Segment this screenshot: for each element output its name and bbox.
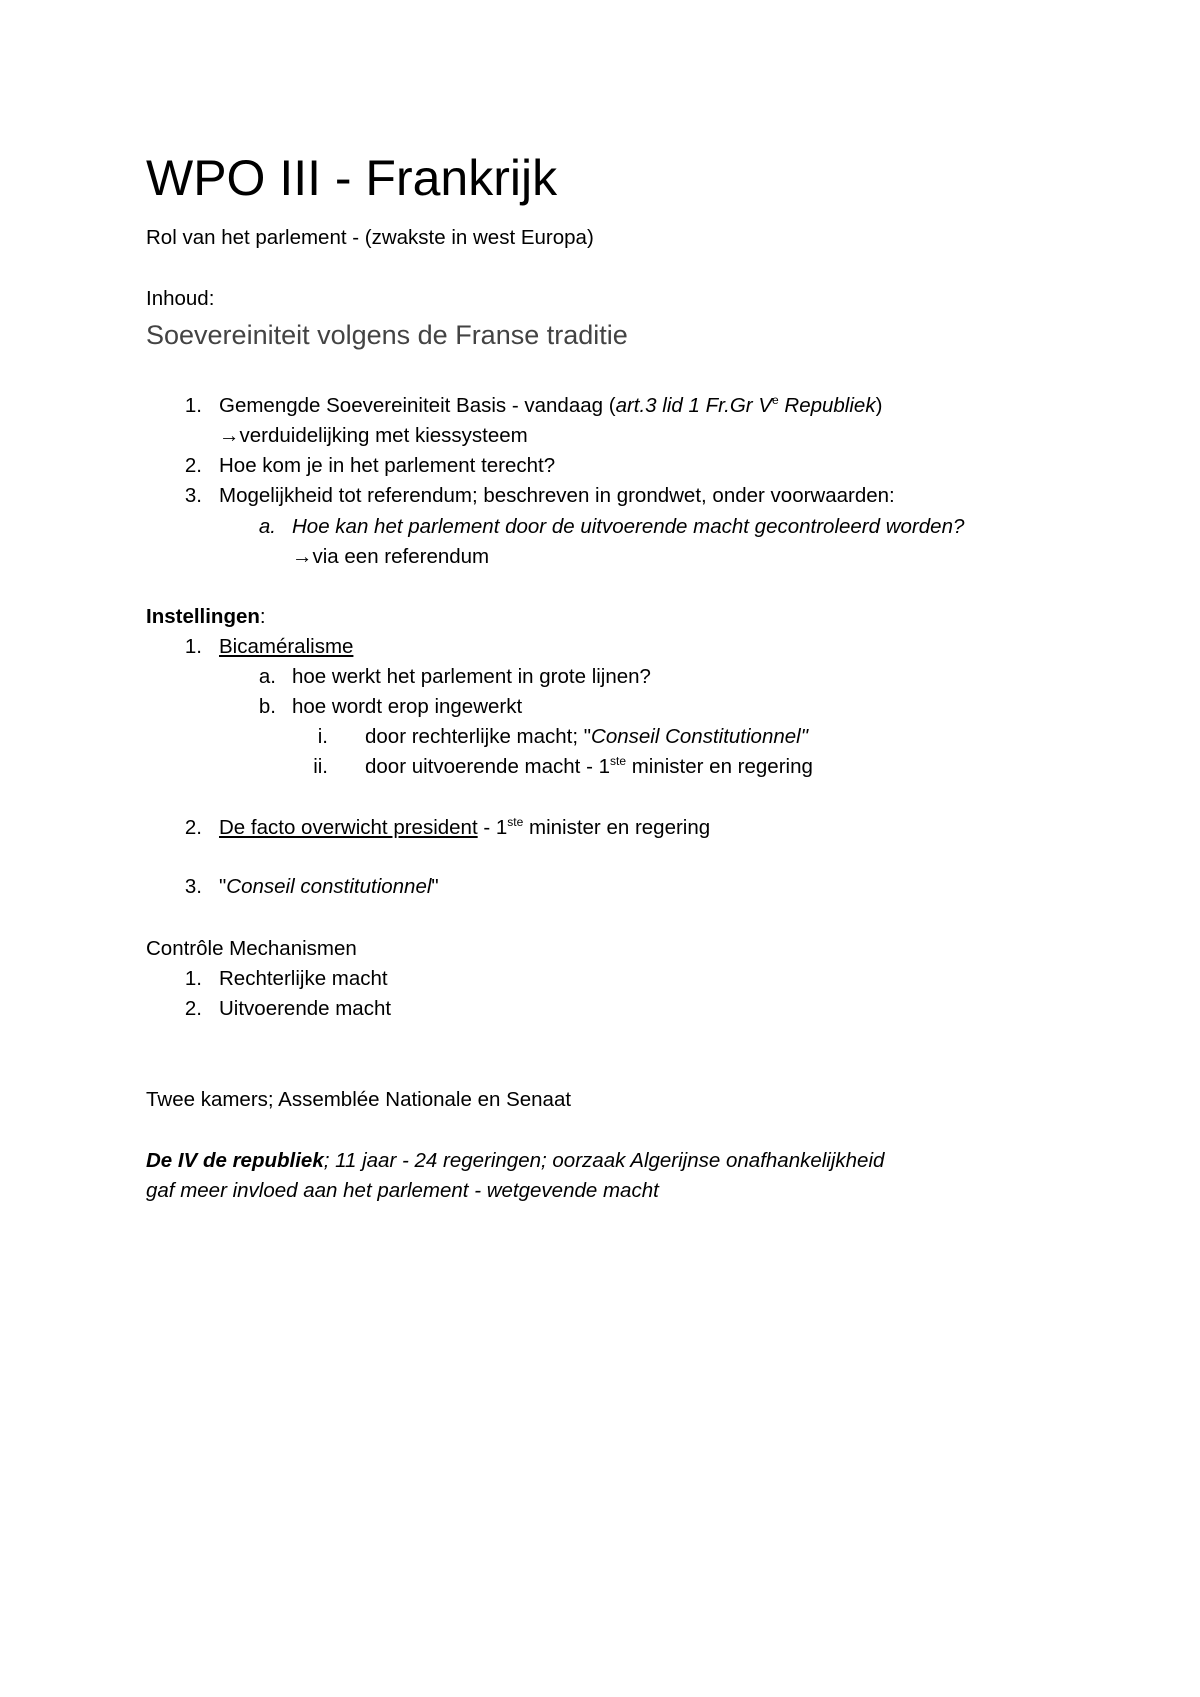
list-number: 1. (184, 394, 202, 417)
list-number: 2. (184, 816, 202, 839)
list-letter: b. (258, 695, 276, 718)
subtitle: Rol van het parlement - (zwakste in west Europa) (146, 226, 594, 249)
republiek-paragraph (146, 1148, 884, 1174)
twee-kamers-paragraph: Twee kamers; Assemblée Nationale en Senaat (146, 1088, 572, 1111)
quote-mark: " (219, 875, 227, 898)
list-number: 3. (184, 484, 202, 507)
list-item-uitvoerende-macht: Uitvoerende macht (219, 997, 392, 1020)
subsublist-item-text: door rechterlijke macht; " (365, 725, 592, 748)
document-title: WPO III - Frankrijk (146, 150, 558, 206)
sublist-item-continuation: →via een referendum (292, 545, 490, 568)
list-item-gemengde-soevereiniteit (219, 393, 882, 419)
inhoud-label: Inhoud: (146, 287, 215, 310)
list-item-underlined: De facto overwicht president (219, 816, 478, 839)
republiek-bold: De IV de republiek (146, 1149, 324, 1172)
list-item-text: Gemengde Soevereiniteit Basis - vandaag ( (219, 394, 616, 417)
list-number: 1. (184, 635, 202, 658)
list-item-conseil-constitutionnel (219, 874, 439, 900)
quote-mark: " (431, 875, 439, 898)
list-item-italic: art.3 lid 1 Fr.Gr V (615, 394, 773, 417)
sublist-item-grote-lijnen: hoe werkt het parlement in grote lijnen? (292, 665, 651, 688)
list-item-rechterlijke-macht: Rechterlijke macht (219, 967, 388, 990)
republiek-italic: gaf meer invloed aan het parlement - wetgevende macht (146, 1179, 659, 1202)
superscript: e (772, 393, 779, 407)
section-heading: Soevereiniteit volgens de Franse traditie (146, 320, 628, 350)
list-item-continuation: →verduidelijking met kiessysteem (219, 424, 528, 447)
subsublist-item-rechterlijke (365, 724, 808, 750)
instellingen-label-bold: Instellingen (146, 605, 260, 628)
list-number: 2. (184, 997, 202, 1020)
list-item-text: - 1 (477, 816, 508, 839)
list-item-overwicht-president (219, 815, 710, 841)
sublist-item-controle (292, 514, 964, 540)
instellingen-label-colon: : (259, 605, 266, 628)
sublist-item-ingewerkt: hoe wordt erop ingewerkt (292, 695, 523, 718)
list-item-bicameralisme: Bicaméralisme (219, 635, 354, 658)
subsublist-item-text: door uitvoerende macht - 1 (365, 755, 610, 778)
list-item-hoe-kom-je: Hoe kom je in het parlement terecht? (219, 454, 556, 477)
list-item-text: ) (875, 394, 883, 417)
sublist-item-italic: Hoe kan het parlement door de uitvoerende macht gecontroleerd worden? (292, 515, 965, 538)
list-letter (256, 514, 276, 540)
list-roman-number: ii. (313, 755, 328, 778)
subsublist-item-uitvoerende (365, 754, 813, 780)
list-letter: a. (258, 665, 276, 688)
superscript: ste (610, 754, 627, 768)
instellingen-label (146, 604, 266, 630)
superscript: ste (507, 815, 524, 829)
controle-label: Contrôle Mechanismen (146, 937, 357, 960)
list-number: 1. (184, 967, 202, 990)
republiek-italic: ; 11 jaar - 24 regeringen; oorzaak Algerijnse onafhankelijkheid (323, 1149, 885, 1172)
list-item-text: minister en regering (523, 816, 711, 839)
list-number: 3. (184, 875, 202, 898)
subsublist-item-text: minister en regering (626, 755, 813, 778)
list-item-italic: Republiek (778, 394, 876, 417)
list-number: 2. (184, 454, 202, 477)
subsublist-item-italic: Conseil Constitutionnel" (591, 725, 808, 748)
list-letter-text: a. (258, 515, 276, 538)
list-item-referendum: Mogelijkheid tot referendum; beschreven in grondwet, onder voorwaarden: (219, 484, 895, 507)
list-roman-number: i. (317, 725, 328, 748)
list-item-italic: Conseil constitutionnel (226, 875, 432, 898)
republiek-paragraph-line2 (146, 1178, 659, 1204)
